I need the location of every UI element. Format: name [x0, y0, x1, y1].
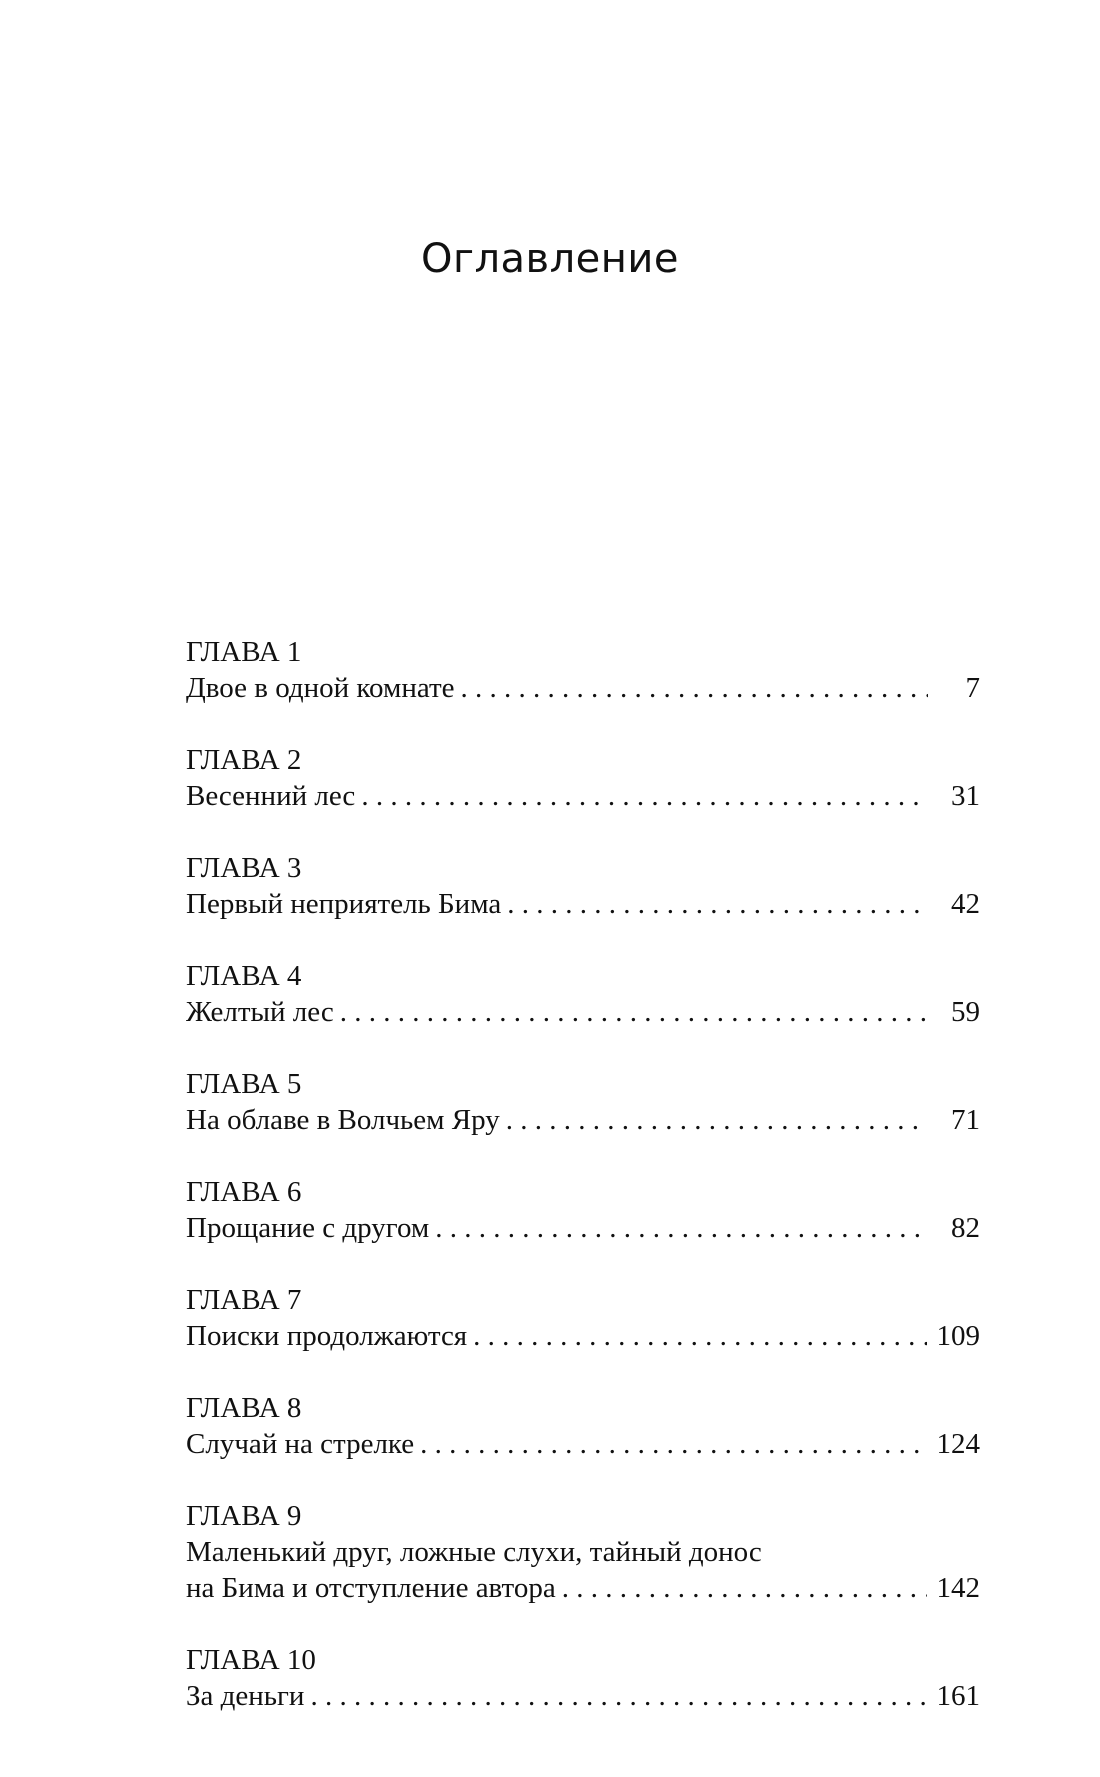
- chapter-title: На облаве в Волчьем Яру: [186, 1104, 500, 1136]
- toc-entry-6: [186, 1174, 980, 1246]
- toc-entry-7: [186, 1282, 980, 1354]
- toc-entry-10: [186, 1642, 980, 1714]
- chapter-label: ГЛАВА 7: [186, 1284, 302, 1316]
- page-number: 71: [951, 1104, 980, 1136]
- toc-line: [186, 886, 980, 922]
- chapter-label: ГЛАВА 1: [186, 636, 302, 668]
- dot-leader: [562, 1570, 927, 1606]
- toc-line: [186, 994, 980, 1030]
- dot-leader: [340, 994, 928, 1030]
- chapter-label: ГЛАВА 2: [186, 744, 302, 776]
- toc-line: [186, 670, 980, 706]
- dot-leader: [420, 1426, 926, 1462]
- toc-entry-4: [186, 958, 980, 1030]
- chapter-label: ГЛАВА 4: [186, 960, 302, 992]
- toc-line: [186, 1210, 980, 1246]
- page-number: 161: [936, 1680, 980, 1712]
- toc-entry-1: [186, 634, 980, 706]
- chapter-label: ГЛАВА 6: [186, 1176, 302, 1208]
- table-of-contents: [186, 634, 980, 1750]
- dot-leader: [506, 1102, 928, 1138]
- toc-entry-8: [186, 1390, 980, 1462]
- page-number: 7: [965, 672, 980, 704]
- toc-line: [186, 1570, 980, 1606]
- chapter-title: За деньги: [186, 1680, 305, 1712]
- page-number: 82: [951, 1212, 980, 1244]
- dot-leader: [507, 886, 928, 922]
- chapter-title: Желтый лес: [186, 996, 334, 1028]
- page-number: 42: [951, 888, 980, 920]
- chapter-label: ГЛАВА 9: [186, 1500, 302, 1532]
- chapter-title-first-line: Маленький друг, ложные слухи, тайный донос: [186, 1536, 762, 1568]
- toc-line: [186, 1678, 980, 1714]
- chapter-label: ГЛАВА 3: [186, 852, 302, 884]
- toc-entry-3: [186, 850, 980, 922]
- toc-line: [186, 1318, 980, 1354]
- chapter-label: ГЛАВА 8: [186, 1392, 302, 1424]
- chapter-title: Случай на стрелке: [186, 1428, 415, 1460]
- toc-line: [186, 1426, 980, 1462]
- dot-leader: [473, 1318, 926, 1354]
- dot-leader: [435, 1210, 928, 1246]
- dot-leader: [361, 778, 928, 814]
- chapter-title: на Бима и отступление автора: [186, 1572, 556, 1604]
- page-number: 59: [951, 996, 980, 1028]
- dot-leader: [310, 1678, 926, 1714]
- page-number: 142: [936, 1572, 980, 1604]
- toc-line: [186, 1102, 980, 1138]
- chapter-title: Поиски продолжаются: [186, 1320, 468, 1352]
- chapter-title: Прощание с другом: [186, 1212, 430, 1244]
- chapter-label: ГЛАВА 5: [186, 1068, 302, 1100]
- toc-entry-5: [186, 1066, 980, 1138]
- page-number: 109: [936, 1320, 980, 1352]
- chapter-title: Первый неприятель Бима: [186, 888, 502, 920]
- page-number: 31: [951, 780, 980, 812]
- chapter-title: Весенний лес: [186, 780, 356, 812]
- page-number: 124: [936, 1428, 980, 1460]
- chapter-label: ГЛАВА 10: [186, 1644, 316, 1676]
- toc-entry-9: [186, 1498, 980, 1606]
- chapter-title: Двое в одной комнате: [186, 672, 455, 704]
- dot-leader: [461, 670, 928, 706]
- toc-entry-2: [186, 742, 980, 814]
- toc-line: [186, 778, 980, 814]
- page-title: Оглавление: [420, 236, 680, 282]
